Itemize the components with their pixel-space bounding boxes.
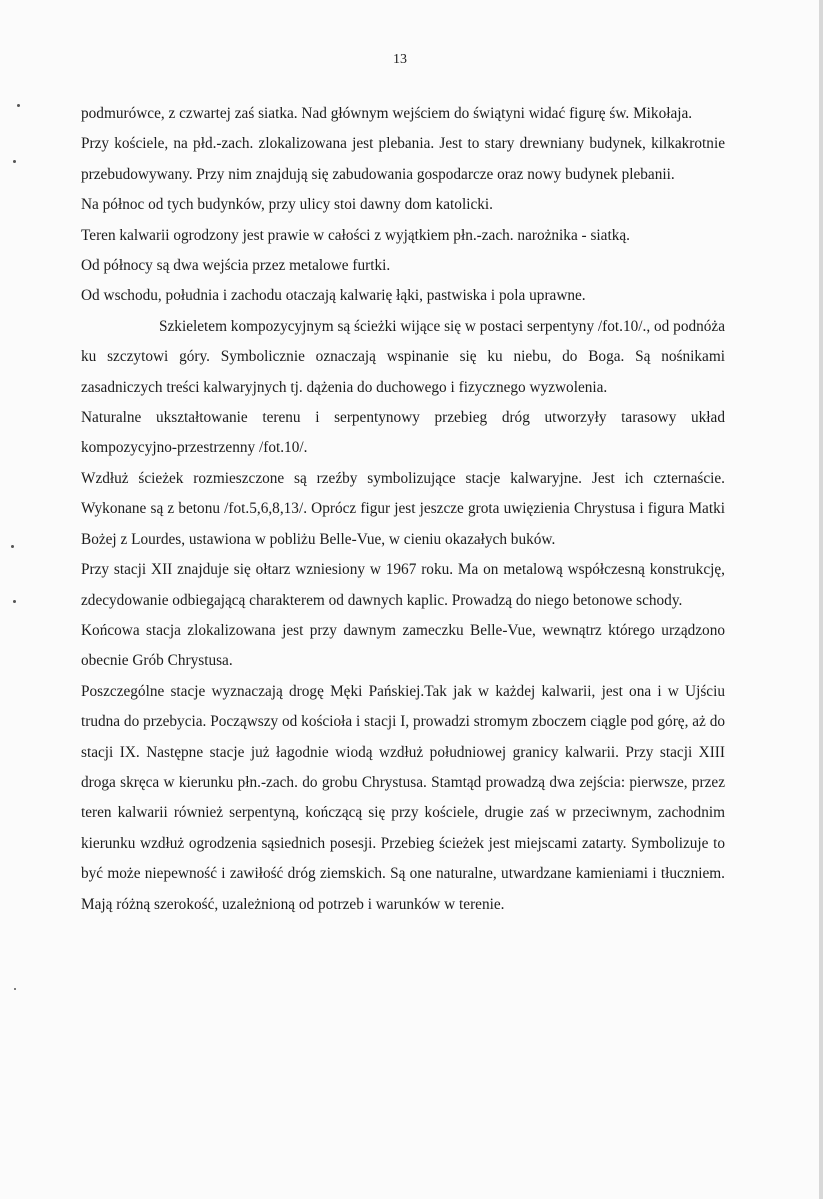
paragraph: Wzdłuż ścieżek rozmieszczone są rzeźby symbolizujące stacje kalwaryjne. Jest ich czternaście. Wykonane są z betonu /fot.5,6,8,13/. Oprócz figur jest jeszcze grota uwięzienia Chrystusa i figura Matki Bożej z Lourdes, ustawiona w pobliżu Belle-Vue, w cieniu okazałych buków. [81,469,725,548]
page-number: 13 [393,52,407,67]
scan-speck [13,600,16,603]
paragraph: Naturalne ukształtowanie terenu i serpentynowy przebieg dróg utworzyły tarasowy układ kompozycyjno-przestrzenny /fot.10/. [81,409,725,457]
paragraph: Od wschodu, południa i zachodu otaczają kalwarię łąki, pastwiska i pola uprawne. [81,287,586,305]
scan-speck [17,104,20,107]
paragraph: Na północ od tych budynków, przy ulicy stoi dawny dom katolicki. [81,196,493,214]
paragraph: Przy stacji XII znajduje się ołtarz wzniesiony w 1967 roku. Ma on metalową współczesną konstrukcję, zdecydowanie odbiegającą charakterem od dawnych kaplic. Prowadzą do niego betonowe schody. [81,561,725,609]
paragraph: podmurówce, z czwartej zaś siatka. Nad głównym wejściem do świątyni widać figurę św. Mikołaja. [81,105,693,122]
scan-speck [11,545,14,548]
paragraph: Teren kalwarii ogrodzony jest prawie w całości z wyjątkiem płn.-zach. narożnika - siatką. [81,226,630,244]
paragraph: Szkieletem kompozycyjnym są ścieżki wijące się w postaci serpentyny /fot.10/., od podnóża ku szczytowi góry. Symbolicznie oznaczają wspinanie się ku niebu, do Boga. Są nośnikami zasadniczych treści kalwaryjnych tj. dążenia do duchowego i fizycznego wyzwolenia. [81,317,725,396]
document-body [81,99,725,920]
scan-speck [13,160,16,163]
paragraph: Od północy są dwa wejścia przez metalowe furtki. [81,257,391,275]
scan-speck [14,988,16,990]
paragraph: Poszczególne stacje wyznaczają drogę Męki Pańskiej.Tak jak w każdej kalwarii, jest ona i w Ujściu trudna do przebycia. Począwszy od kościoła i stacji I, prowadzi stromym zboczem ciągle pod górę, aż do stacji IX. Następne stacje już łagodnie wiodą wzdłuż południowej granicy kalwarii. Przy stacji XIII droga skręca w kierunku płn.-zach. do grobu Chrystusa. Stamtąd prowadzą dwa zejścia: pierwsze, przez teren kalwarii również serpentyną, kończącą się przy kościele, drugie zaś w przeciwnym, zachodnim kierunku wzdłuż ogrodzenia sąsiednich posesji. Przebieg ścieżek jest miejscami zatarty. Symbolizuje to być może niepewność i zawiłość dróg ziemskich. Są one naturalne, utwardzane kamieniami i tłuczniem. Mają różną szerokość, uzależnioną od potrzeb i warunków w terenie. [81,682,725,913]
paragraph: Przy kościele, na płd.-zach. zlokalizowana jest plebania. Jest to stary drewniany budynek, kilkakrotnie przebudowywany. Przy nim znajdują się zabudowania gospodarcze oraz nowy budynek plebanii. [81,135,725,183]
page-edge [819,0,823,1199]
paragraph: Końcowa stacja zlokalizowana jest przy dawnym zameczku Belle-Vue, wewnątrz którego urządzono obecnie Grób Chrystusa. [81,621,725,670]
